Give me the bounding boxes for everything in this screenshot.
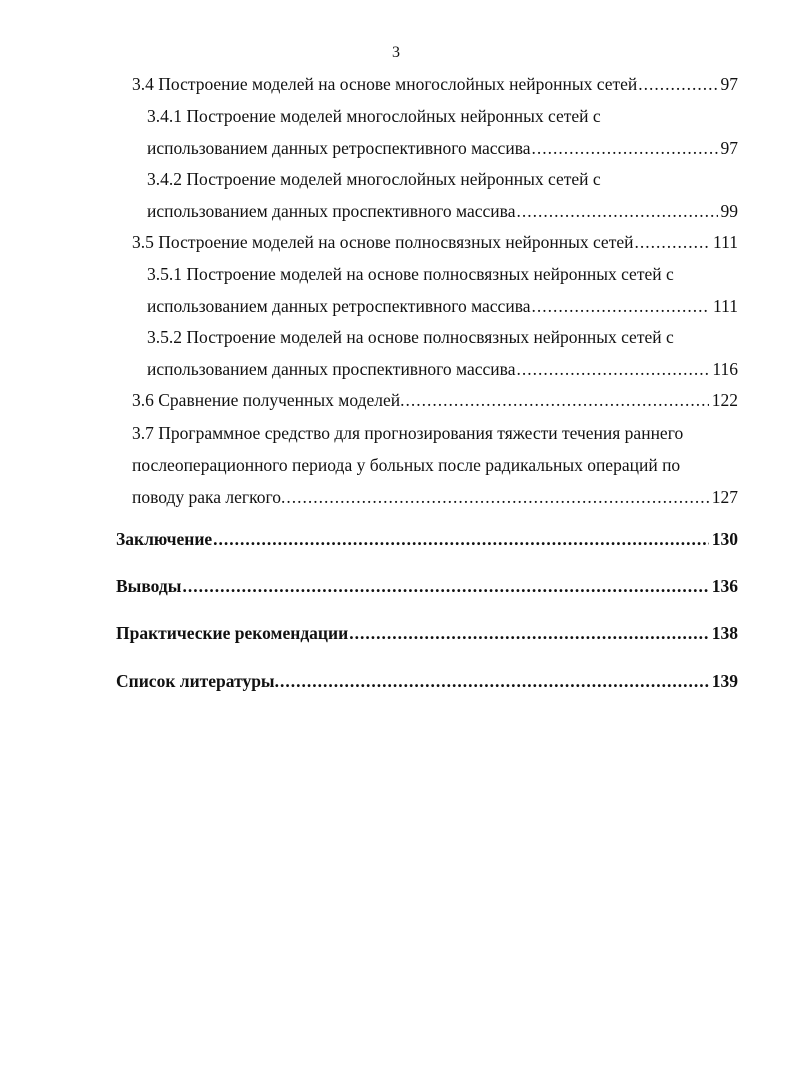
dot-leader xyxy=(532,296,711,316)
toc-entry-page: 127 xyxy=(711,487,738,507)
toc-entry-page: 111 xyxy=(713,296,738,316)
toc-entry-title: Список литературы. xyxy=(116,671,279,691)
dot-leader xyxy=(349,623,709,643)
toc-entry-title-continued: послеоперационного периода у больных после радикальных операций по xyxy=(132,455,681,475)
toc-entry-page: 122 xyxy=(711,390,738,410)
page-number: 3 xyxy=(392,44,400,61)
dot-leader xyxy=(280,671,709,691)
toc-entry-title: Заключение xyxy=(116,529,213,549)
dot-leader xyxy=(213,529,709,549)
toc-entry-title-continued: использованием данных проспективного массива xyxy=(147,201,516,221)
toc-entry-title: Выводы xyxy=(116,576,182,596)
toc-entry-page: 130 xyxy=(711,529,738,549)
dot-leader xyxy=(638,74,717,94)
toc-entry-title: 3.6 Сравнение полученных моделей. xyxy=(132,390,405,410)
dot-leader xyxy=(532,138,718,158)
toc-entry-title: 3.5.2 Построение моделей на основе полносвязных нейронных сетей с xyxy=(147,327,674,347)
dot-leader xyxy=(516,359,709,379)
toc-entry-page: 116 xyxy=(712,359,738,379)
toc-entry-title: 3.4.2 Построение моделей многослойных нейронных сетей с xyxy=(147,169,601,189)
dot-leader xyxy=(286,487,708,507)
toc-entry-page: 136 xyxy=(711,576,738,596)
toc-entry-title: 3.4 Построение моделей на основе многослойных нейронных сетей xyxy=(132,74,638,94)
toc-entry-title-continued: использованием данных ретроспективного массива xyxy=(147,138,531,158)
toc-entry-page: 111 xyxy=(713,232,738,252)
toc-entry-page: 97 xyxy=(720,74,738,94)
toc-entry-title-continued: использованием данных проспективного массива xyxy=(147,359,516,379)
dot-leader xyxy=(634,232,710,252)
toc-entry-page: 139 xyxy=(711,671,738,691)
dot-leader xyxy=(516,201,717,221)
toc-entry-title-continued: использованием данных ретроспективного массива xyxy=(147,296,531,316)
toc-entry-title: 3.7 Программное средство для прогнозирования тяжести течения раннего xyxy=(132,423,684,443)
dot-leader xyxy=(406,390,709,410)
toc-entry-title-continued: поводу рака легкого. xyxy=(132,487,286,507)
toc-entry-page: 138 xyxy=(711,623,738,643)
toc-entry-title: Практические рекомендации xyxy=(116,623,349,643)
dot-leader xyxy=(182,576,708,596)
toc-entry-title: 3.5.1 Построение моделей на основе полносвязных нейронных сетей с xyxy=(147,264,674,284)
toc-entry-title: 3.4.1 Построение моделей многослойных нейронных сетей с xyxy=(147,106,601,126)
toc-entry-page: 99 xyxy=(720,201,738,221)
toc-entry-page: 97 xyxy=(720,138,738,158)
toc-entry-title: 3.5 Построение моделей на основе полносвязных нейронных сетей xyxy=(132,232,634,252)
